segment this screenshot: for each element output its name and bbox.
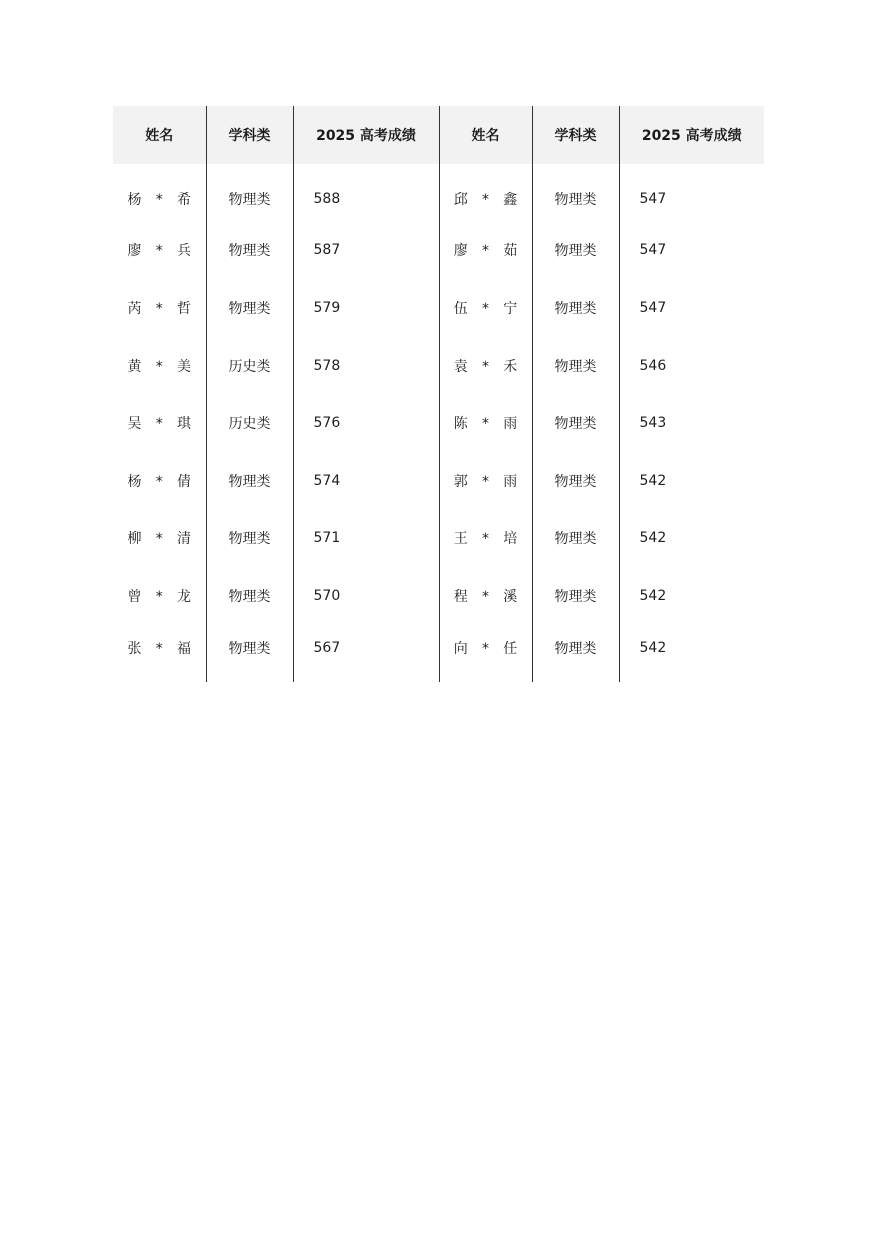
header-score-right: 2025 高考成绩	[619, 106, 764, 164]
header-name: 姓名	[113, 106, 206, 164]
table-row	[113, 164, 764, 222]
table-header-row	[113, 106, 764, 164]
score-cell: 578	[293, 337, 439, 395]
score-cell: 588	[293, 164, 439, 222]
score-cell: 542	[639, 472, 667, 489]
score-cell: 567	[293, 625, 439, 683]
subject-cell: 物理类	[206, 625, 293, 683]
subject-cell: 物理类	[206, 567, 293, 625]
table-row	[113, 567, 764, 625]
score-cell: 574	[293, 452, 439, 510]
subject-cell: 物理类	[206, 510, 293, 568]
table-row	[113, 279, 764, 337]
subject-cell: 物理类	[532, 394, 619, 452]
subject-cell: 物理类	[532, 452, 619, 510]
subject-cell: 物理类	[532, 164, 619, 222]
student-name-cell: 吴 * 琪	[113, 394, 206, 452]
score-cell: 547	[639, 299, 667, 316]
table-row	[113, 337, 764, 395]
score-cell: 547	[639, 190, 667, 207]
student-name-cell: 伍 * 宁	[439, 279, 532, 337]
table-row	[113, 394, 764, 452]
subject-cell: 物理类	[532, 625, 619, 683]
student-name-cell: 张 * 福	[113, 625, 206, 683]
score-cell: 543	[639, 415, 667, 432]
student-name-cell: 陈 * 雨	[439, 394, 532, 452]
student-name-cell: 程 * 溪	[439, 567, 532, 625]
header-subject-right: 学科类	[532, 106, 619, 164]
subject-cell: 物理类	[206, 279, 293, 337]
student-name-cell: 杨 * 希	[113, 164, 206, 222]
student-name-cell: 杨 * 倩	[113, 452, 206, 510]
student-name-cell: 王 * 培	[439, 510, 532, 568]
subject-cell: 物理类	[206, 222, 293, 280]
student-name-cell: 邱 * 鑫	[439, 164, 532, 222]
score-cell: 570	[293, 567, 439, 625]
subject-cell: 物理类	[532, 510, 619, 568]
score-cell: 547	[639, 242, 667, 259]
subject-cell: 物理类	[206, 164, 293, 222]
student-name-cell: 芮 * 哲	[113, 279, 206, 337]
student-name-cell: 黄 * 美	[113, 337, 206, 395]
table-body	[113, 164, 764, 682]
subject-cell: 物理类	[532, 279, 619, 337]
student-name-cell: 柳 * 清	[113, 510, 206, 568]
table-row	[113, 222, 764, 280]
table-row	[113, 452, 764, 510]
score-table	[113, 106, 764, 682]
score-cell: 587	[293, 222, 439, 280]
student-name-cell: 郭 * 雨	[439, 452, 532, 510]
score-cell: 542	[639, 530, 667, 547]
table-row	[113, 625, 764, 683]
student-name-cell: 袁 * 禾	[439, 337, 532, 395]
student-name-cell: 曾 * 龙	[113, 567, 206, 625]
student-name-cell: 向 * 任	[439, 625, 532, 683]
subject-cell: 历史类	[206, 337, 293, 395]
header-subject: 学科类	[206, 106, 293, 164]
score-cell: 546	[639, 357, 667, 374]
score-cell: 542	[639, 639, 667, 656]
table-row	[113, 510, 764, 568]
student-name-cell: 廖 * 茹	[439, 222, 532, 280]
subject-cell: 物理类	[532, 222, 619, 280]
score-cell: 576	[293, 394, 439, 452]
subject-cell: 物理类	[532, 337, 619, 395]
score-cell: 579	[293, 279, 439, 337]
score-cell: 571	[293, 510, 439, 568]
score-cell: 542	[639, 587, 667, 604]
header-score: 2025 高考成绩	[293, 106, 439, 164]
subject-cell: 物理类	[206, 452, 293, 510]
header-name-right: 姓名	[439, 106, 532, 164]
student-name-cell: 廖 * 兵	[113, 222, 206, 280]
subject-cell: 物理类	[532, 567, 619, 625]
subject-cell: 历史类	[206, 394, 293, 452]
